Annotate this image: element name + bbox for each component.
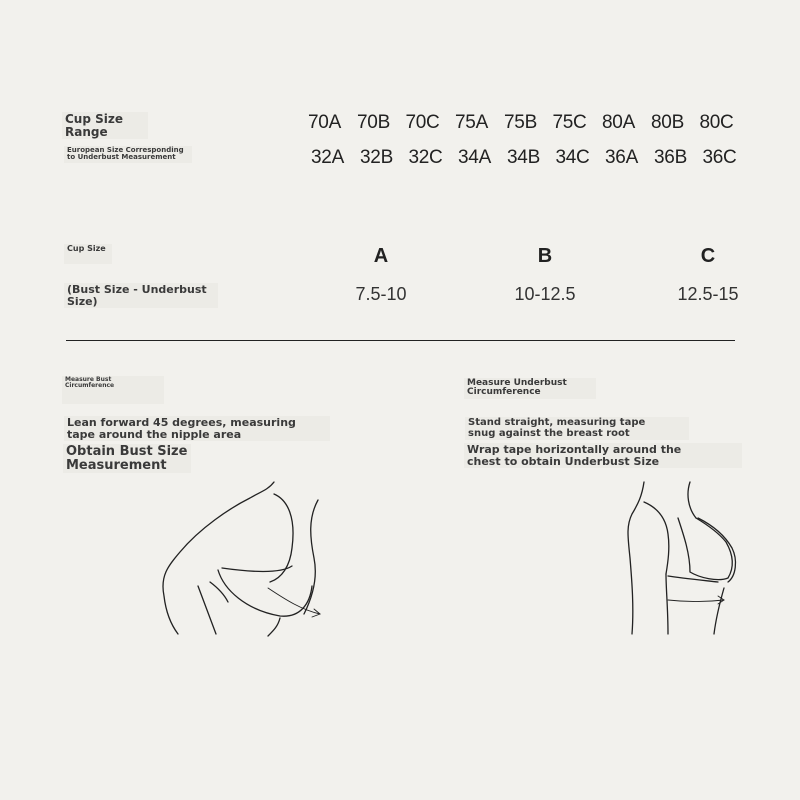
left-panel-result: Obtain Bust Size Measurement	[63, 444, 191, 473]
size-cell: 80C	[699, 112, 734, 133]
cup-letter-b: B	[537, 245, 553, 267]
size-cell: 80A	[602, 112, 635, 133]
size-cell: 36C	[702, 147, 737, 168]
size-cell: 34A	[458, 147, 491, 168]
cup-range-c: 12.5-15	[677, 284, 739, 304]
right-panel-title: Measure Underbust Circumference	[464, 378, 596, 399]
cup-range-b: 10-12.5	[514, 284, 576, 304]
stand-straight-illustration	[620, 478, 750, 638]
size-cell: 34B	[507, 147, 540, 168]
size-row-european	[303, 147, 744, 169]
size-cell: 70A	[308, 112, 341, 133]
size-row-cup-range	[300, 112, 741, 134]
bust-underbust-label: (Bust Size - Underbust Size)	[64, 283, 218, 308]
size-cell: 34C	[555, 147, 590, 168]
lean-forward-illustration	[150, 478, 340, 638]
left-panel-instruction: Lean forward 45 degrees, measuring tape around the nipple area	[64, 416, 330, 441]
size-cell: 32B	[360, 147, 393, 168]
cup-size-range-label: Cup Size Range	[62, 112, 148, 139]
size-cell: 32A	[311, 147, 344, 168]
size-cell: 36A	[605, 147, 638, 168]
cup-size-label: Cup Size	[64, 244, 112, 264]
section-divider	[66, 340, 735, 341]
right-panel-instruction: Stand straight, measuring tape snug against the breast root	[465, 417, 689, 440]
left-panel-title: Measure Bust Circumference	[62, 376, 164, 404]
size-cell: 80B	[651, 112, 684, 133]
size-cell: 36B	[654, 147, 687, 168]
size-cell: 70B	[357, 112, 390, 133]
size-cell: 75A	[455, 112, 488, 133]
right-panel-result: Wrap tape horizontally around the chest to obtain Underbust Size	[464, 443, 742, 468]
size-cell: 75C	[552, 112, 587, 133]
size-cell: 75B	[504, 112, 537, 133]
size-cell: 32C	[408, 147, 443, 168]
cup-letter-a: A	[373, 245, 389, 267]
european-size-label: European Size Corresponding to Underbust Measurement	[64, 146, 192, 163]
cup-range-a: 7.5-10	[355, 284, 407, 304]
cup-letter-c: C	[700, 245, 716, 267]
size-cell: 70C	[405, 112, 440, 133]
